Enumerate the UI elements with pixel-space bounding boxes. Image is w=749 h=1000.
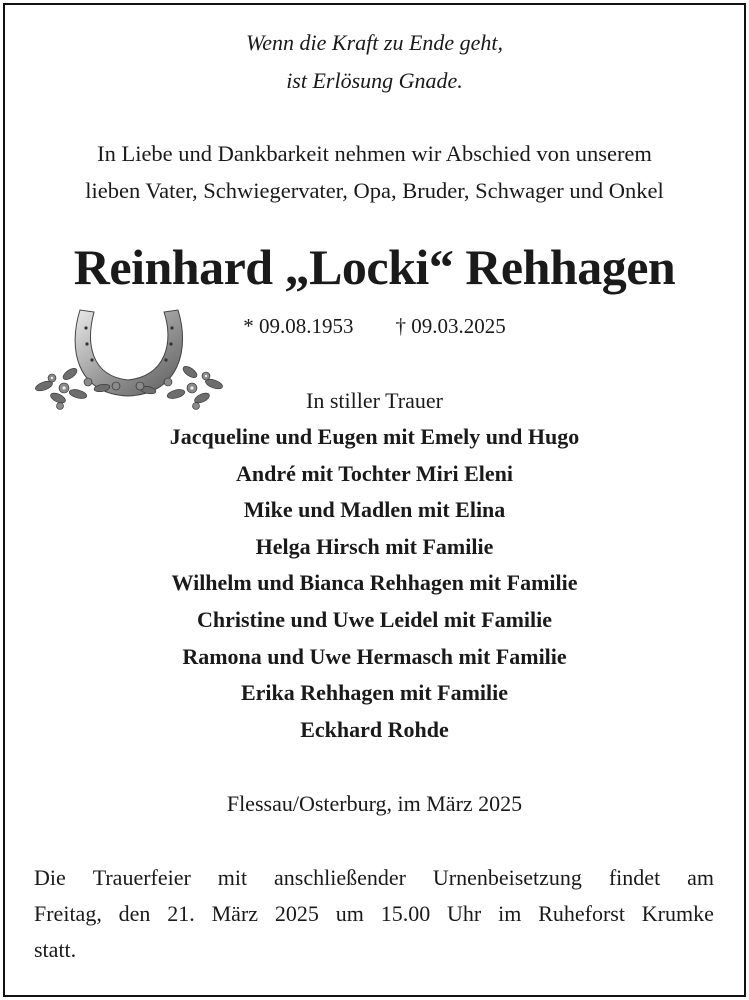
deceased-name: Reinhard „Locki“ Rehhagen — [73, 239, 676, 295]
ceremony-word: um — [335, 901, 364, 926]
ceremony-word: Urnenbeisetzung — [432, 865, 582, 890]
ceremony-word: 2025 — [274, 901, 319, 926]
ceremony-word: März — [211, 901, 259, 926]
motto-line-2: ist Erlösung Gnade. — [286, 68, 463, 93]
ceremony-word: mit — [217, 865, 248, 890]
motto-line-1: Wenn die Kraft zu Ende geht, — [245, 30, 504, 55]
intro-line-2: lieben Vater, Schwiegervater, Opa, Bruder, Schwager und Onkel — [85, 178, 664, 203]
ceremony-word: 15.00 — [380, 901, 431, 926]
ceremony-word: Krumke — [641, 901, 714, 926]
ceremony-word: Uhr — [447, 901, 482, 926]
ceremony-word: am — [687, 865, 714, 890]
mourner-line: Jacqueline und Eugen mit Emely und Hugo — [169, 424, 580, 449]
ceremony-word: findet — [608, 865, 661, 890]
mourner-line: Mike und Madlen mit Elina — [243, 497, 506, 522]
ceremony-word: Ruheforst — [538, 901, 625, 926]
ceremony-word: anschließender — [274, 865, 406, 890]
mourner-line: Christine und Uwe Leidel mit Familie — [196, 607, 553, 632]
ceremony-line-3: statt. — [34, 937, 77, 962]
death-date: † 09.03.2025 — [395, 314, 506, 338]
ceremony-word: den — [118, 901, 151, 926]
ceremony-word: Trauerfeier — [92, 865, 191, 890]
birth-date: * 09.08.1953 — [243, 314, 354, 338]
intro-line-1: In Liebe und Dankbarkeit nehmen wir Abschied von unserem — [97, 141, 652, 166]
ceremony-word: Freitag, — [34, 901, 102, 926]
ceremony-line-1 — [34, 860, 714, 896]
mourner-line: Ramona und Uwe Hermasch mit Familie — [182, 644, 567, 669]
ceremony-word: Die — [34, 865, 66, 890]
ceremony-word: 21. — [167, 901, 195, 926]
mourner-line: Helga Hirsch mit Familie — [255, 534, 494, 559]
ceremony-line-2 — [34, 896, 714, 932]
mourning-heading: In stiller Trauer — [306, 388, 443, 413]
mourner-line: Eckhard Rohde — [300, 717, 449, 742]
place-and-date: Flessau/Osterburg, im März 2025 — [226, 791, 523, 816]
mourner-line: Erika Rehhagen mit Familie — [240, 680, 509, 705]
mourner-line: André mit Tochter Miri Eleni — [235, 461, 514, 486]
mourner-line: Wilhelm und Bianca Rehhagen mit Familie — [171, 570, 578, 595]
ceremony-word: im — [498, 901, 522, 926]
